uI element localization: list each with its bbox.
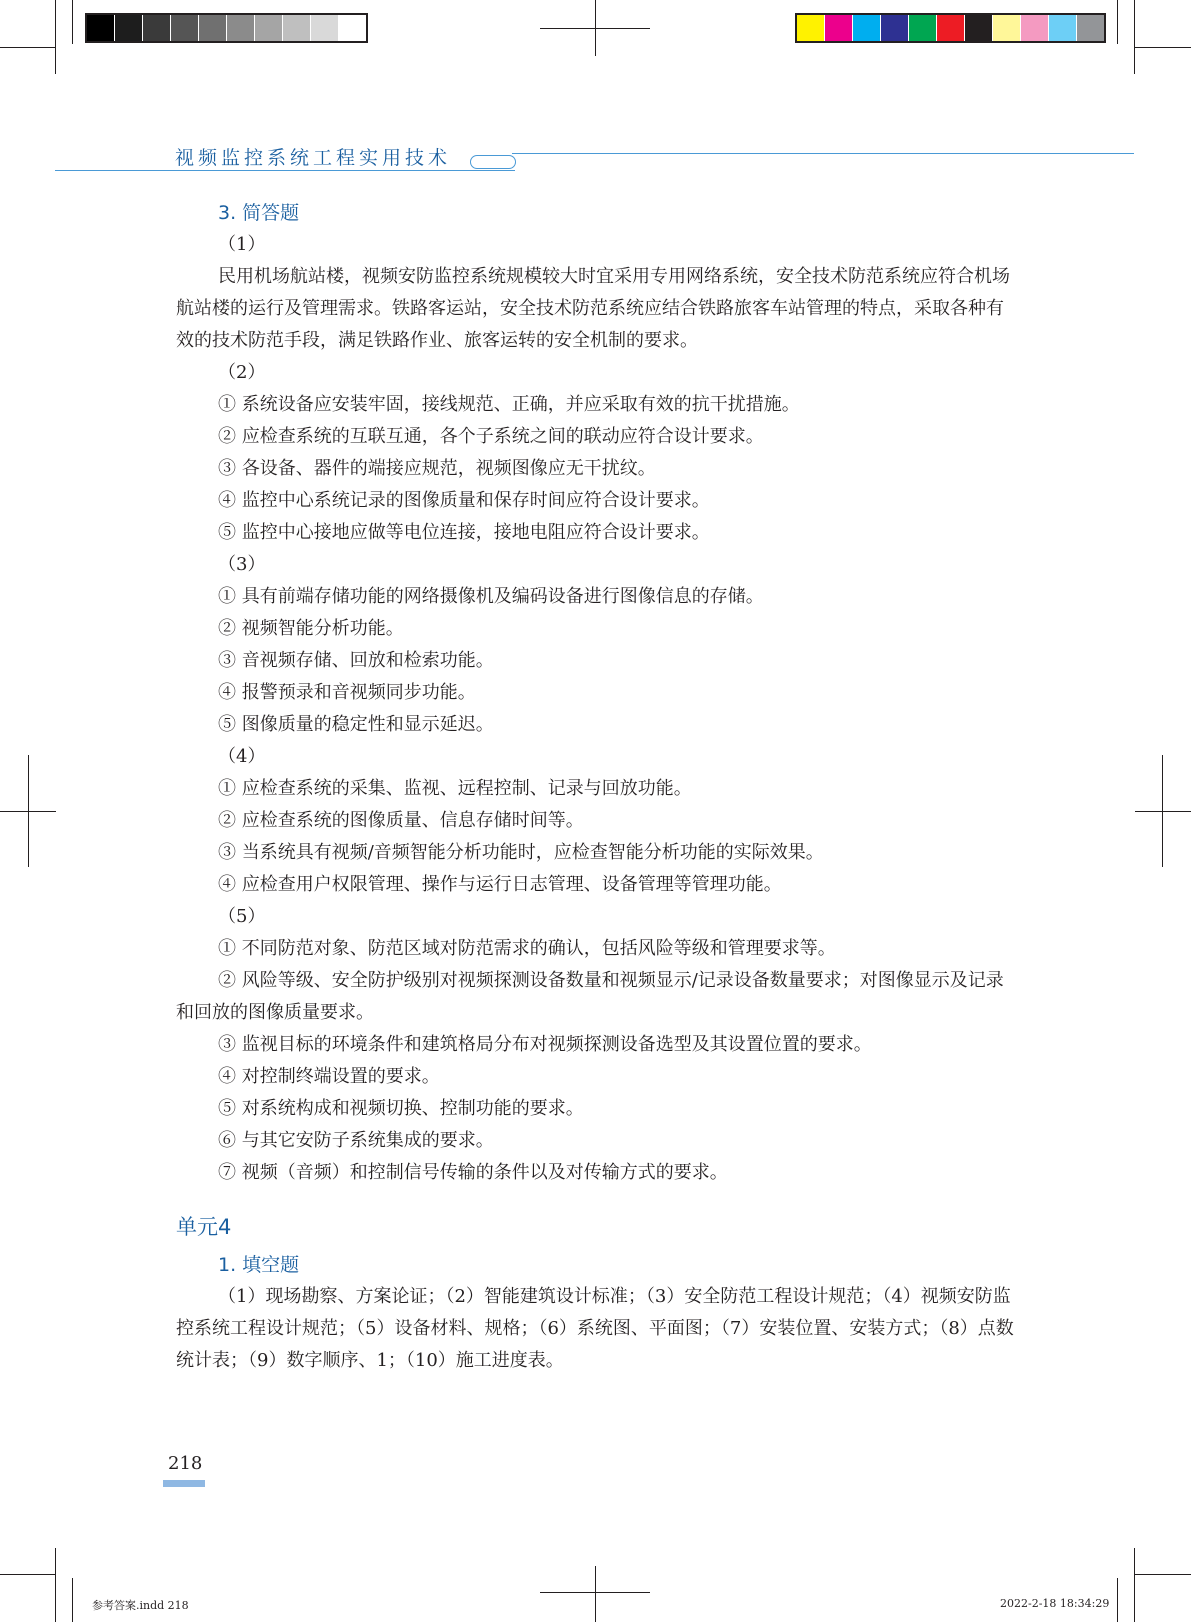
answer-item: ⑤ 监控中心接地应做等电位连接，接地电阻应符合设计要求。 (218, 522, 710, 543)
answer-item: ③ 监视目标的环境条件和建筑格局分布对视频探测设备选型及其设置位置的要求。 (218, 1034, 872, 1055)
color-swatch (992, 15, 1020, 41)
answer-block-1 (176, 229, 1018, 357)
answer-paragraph: 民用机场航站楼，视频安防监控系统规模较大时宜采用专用网络系统，安全技术防范系统应符合机场航站楼的运行及管理需求。铁路客运站，安全技术防范系统应结合铁路旅客车站管理的特点，采取各种有效的技术防范手段，满足铁路作业、旅客运转的安全机制的要求。 (176, 266, 1010, 351)
header-rule (55, 170, 515, 171)
header-rule-right (512, 153, 1134, 154)
color-swatch (338, 15, 366, 41)
color-swatch (198, 15, 226, 41)
question-label: （1） (218, 234, 266, 255)
answer-item: ② 视频智能分析功能。 (218, 618, 404, 639)
color-swatch (880, 15, 908, 41)
answer-block-4 (176, 741, 1018, 901)
answer-block-5 (176, 901, 1018, 1189)
grayscale-calibration-bar (85, 13, 368, 43)
color-swatch (908, 15, 936, 41)
color-swatch (797, 15, 824, 41)
answer-item: ① 应检查系统的采集、监视、远程控制、记录与回放功能。 (218, 778, 692, 799)
answer-block-2 (176, 357, 1018, 549)
question-label: （5） (218, 906, 266, 927)
answer-item: ⑦ 视频（音频）和控制信号传输的条件以及对传输方式的要求。 (218, 1162, 728, 1183)
slug-file-info: 参考答案.indd 218 (92, 1599, 189, 1612)
unit-section-heading: 1. 填空题 (218, 1254, 300, 1276)
color-swatch (170, 15, 198, 41)
answer-item: ④ 监控中心系统记录的图像质量和保存时间应符合设计要求。 (218, 490, 710, 511)
answer-item: ⑤ 图像质量的稳定性和显示延迟。 (218, 714, 494, 735)
section-heading: 3. 简答题 (218, 202, 300, 224)
color-swatch (114, 15, 142, 41)
page-content (176, 197, 1018, 1377)
color-swatch (936, 15, 964, 41)
answer-item: ⑥ 与其它安防子系统集成的要求。 (218, 1130, 494, 1151)
answer-item: ③ 各设备、器件的端接应规范，视频图像应无干扰纹。 (218, 458, 656, 479)
color-swatch (964, 15, 992, 41)
header-ornament (470, 155, 516, 169)
answer-item: ① 系统设备应安装牢固，接线规范、正确，并应采取有效的抗干扰措施。 (218, 394, 800, 415)
question-label: （2） (218, 362, 266, 383)
answer-block-3 (176, 549, 1018, 741)
question-label: （3） (218, 554, 266, 575)
page-number: 218 (168, 1453, 203, 1474)
answer-item: ② 风险等级、安全防护级别对视频探测设备数量和视频显示/记录设备数量要求；对图像显示及记录和回放的图像质量要求。 (176, 970, 1004, 1023)
color-swatch (1048, 15, 1076, 41)
answer-item: ① 不同防范对象、防范区域对防范需求的确认，包括风险等级和管理要求等。 (218, 938, 836, 959)
answer-item: ② 应检查系统的图像质量、信息存储时间等。 (218, 810, 584, 831)
color-swatch (852, 15, 880, 41)
answer-item: ④ 应检查用户权限管理、操作与运行日志管理、设备管理等管理功能。 (218, 874, 782, 895)
color-swatch (226, 15, 254, 41)
color-swatch (282, 15, 310, 41)
answer-item: ② 应检查系统的互联互通，各个子系统之间的联动应符合设计要求。 (218, 426, 764, 447)
color-swatch (310, 15, 338, 41)
answer-item: ④ 对控制终端设置的要求。 (218, 1066, 440, 1087)
answer-item: ③ 音视频存储、回放和检索功能。 (218, 650, 494, 671)
answer-item: ⑤ 对系统构成和视频切换、控制功能的要求。 (218, 1098, 584, 1119)
color-swatch (142, 15, 170, 41)
question-label: （4） (218, 746, 266, 767)
unit-heading: 单元4 (176, 1215, 232, 1239)
slug-timestamp: 2022-2-18 18:34:29 (1000, 1597, 1110, 1610)
answer-item: ④ 报警预录和音视频同步功能。 (218, 682, 476, 703)
color-swatch (87, 15, 114, 41)
color-calibration-bar (795, 13, 1106, 43)
page-number-bar (163, 1480, 205, 1487)
color-swatch (824, 15, 852, 41)
answer-item: ① 具有前端存储功能的网络摄像机及编码设备进行图像信息的存储。 (218, 586, 764, 607)
running-header-title: 视频监控系统工程实用技术 (175, 147, 452, 169)
color-swatch (254, 15, 282, 41)
fill-in-answers: （1）现场勘察、方案论证；（2）智能建筑设计标准；（3）安全防范工程设计规范；（4）视频安防监控系统工程设计规范；（5）设备材料、规格；（6）系统图、平面图；（7）安装位置、安装方式；（8）点数统计表；（9）数字顺序、1；（10）施工进度表。 (176, 1286, 1014, 1371)
answer-item: ③ 当系统具有视频/音频智能分析功能时，应检查智能分析功能的实际效果。 (218, 842, 824, 863)
color-swatch (1020, 15, 1048, 41)
color-swatch (1076, 15, 1104, 41)
